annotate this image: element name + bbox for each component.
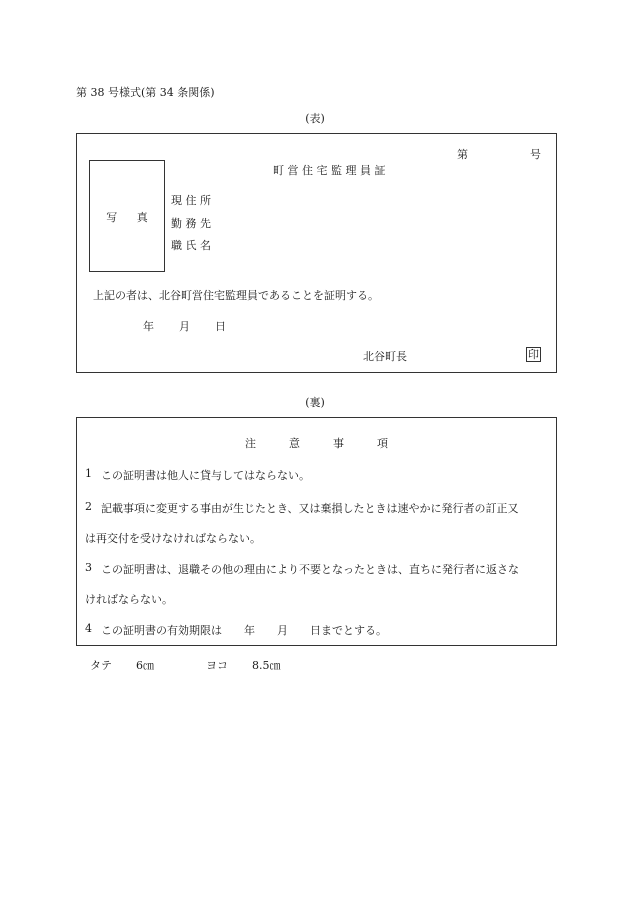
notice-item-1-number: 1 [85, 467, 92, 480]
issuer: 北谷町長 [363, 350, 407, 363]
front-label: (表) [305, 112, 325, 125]
notice-item-3-number: 3 [85, 561, 92, 574]
certification-statement: 上記の者は、北谷町営住宅監理員であることを証明する。 [93, 289, 379, 302]
seal-mark [526, 347, 541, 362]
size-height-value: 6㎝ [136, 659, 154, 672]
back-label: (裏) [305, 396, 325, 409]
card-back [76, 417, 557, 646]
field-address: 現 住 所 [171, 194, 211, 207]
number-prefix: 第 [457, 148, 468, 161]
card-title: 町 営 住 宅 監 理 員 証 [273, 164, 386, 177]
date-day: 日 [215, 320, 226, 333]
seal-label: 印 [528, 348, 539, 361]
field-workplace: 勤 務 先 [171, 217, 211, 230]
field-name-title: 職 氏 名 [171, 239, 211, 252]
size-width-value: 8.5㎝ [252, 659, 281, 672]
date-month: 月 [179, 320, 190, 333]
notice-item-2-number: 2 [85, 500, 92, 513]
notice-item-4-line-1: この証明書の有効期限は 年 月 日までとする。 [101, 624, 387, 637]
date-year: 年 [143, 320, 154, 333]
notice-item-1-line-1: この証明書は他人に貸与してはならない。 [101, 469, 310, 482]
notice-item-2-line-1: 記載事項に変更する事由が生じたとき、又は棄損したときは速やかに発行者の訂正又 [101, 502, 519, 515]
photo-label: 写 真 [106, 211, 156, 224]
number-suffix: 号 [530, 148, 541, 161]
notice-title: 注 意 事 項 [245, 437, 388, 450]
size-height-label: タテ [90, 659, 112, 672]
size-width-label: ヨコ [206, 659, 228, 672]
card-front [76, 133, 557, 373]
notice-item-3-line-2: ければならない。 [85, 593, 173, 606]
form-number: 第 38 号様式(第 34 条関係) [76, 86, 215, 99]
notice-item-4-number: 4 [85, 622, 92, 635]
photo-box [89, 160, 165, 272]
notice-item-2-line-2: は再交付を受けなければならない。 [85, 532, 261, 545]
notice-item-3-line-1: この証明書は、退職その他の理由により不要となったときは、直ちに発行者に返さな [101, 563, 519, 576]
